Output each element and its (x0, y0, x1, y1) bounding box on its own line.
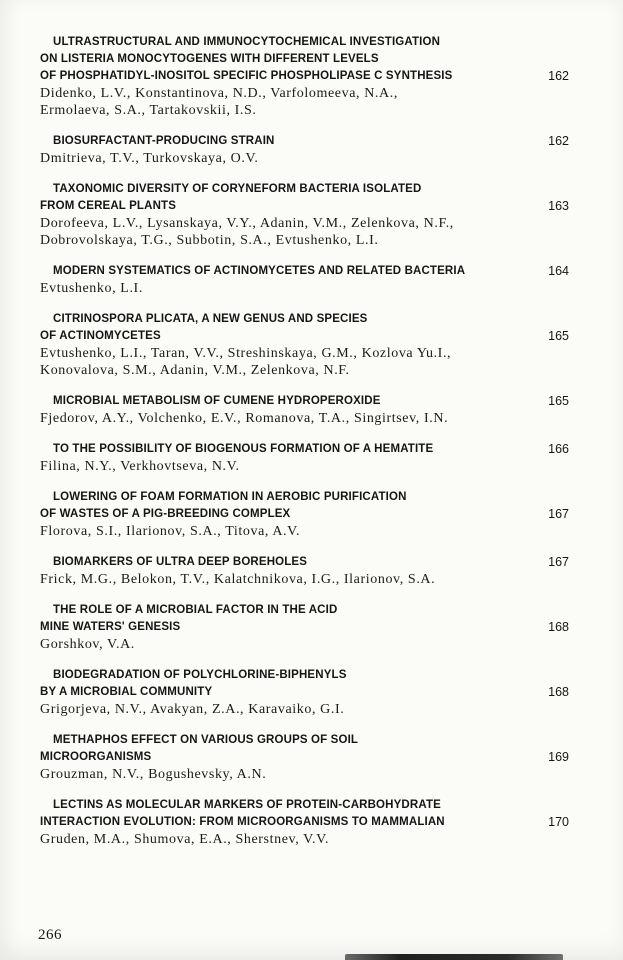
entry-title-block (40, 797, 569, 831)
entry-authors-line: Grigorjeva, N.V., Avakyan, Z.A., Karavaiko, G.I. (40, 702, 345, 717)
entry-title-line: OF WASTES OF A PIG-BREEDING COMPLEX (40, 508, 291, 520)
entry-page-number: 164 (548, 264, 569, 278)
entry-title-block (40, 263, 569, 280)
entry-authors-line: Fjedorov, A.Y., Volchenko, E.V., Romanova, T.A., Singirtsev, I.N. (40, 411, 449, 426)
entry-title-line: TAXONOMIC DIVERSITY OF CORYNEFORM BACTERIA ISOLATED (53, 183, 422, 195)
toc-entry (40, 667, 569, 718)
entry-title-block (40, 732, 569, 766)
entry-title-line: BY A MICROBIAL COMMUNITY (40, 686, 213, 698)
entry-authors (40, 280, 569, 297)
entry-title (40, 181, 569, 215)
toc-entry (40, 34, 569, 119)
toc-entry (40, 489, 569, 540)
entry-title (40, 133, 569, 150)
entry-title-line: LOWERING OF FOAM FORMATION IN AEROBIC PURIFICATION (53, 491, 407, 503)
entry-authors-line: Dorofeeva, L.V., Lysanskaya, V.Y., Adanin, V.M., Zelenkova, N.F., (40, 216, 454, 231)
scan-artifact (345, 954, 563, 960)
entry-authors-line: Ermolaeva, S.A., Tartakovskii, I.S. (40, 103, 257, 118)
entry-page-number: 165 (548, 329, 569, 343)
entry-page-number: 167 (548, 555, 569, 569)
entry-authors (40, 458, 569, 475)
entry-title-line: MICROBIAL METABOLISM OF CUMENE HYDROPEROXIDE (53, 395, 381, 407)
entry-title (40, 441, 569, 458)
entry-title (40, 34, 569, 85)
entry-authors-line: Dobrovolskaya, T.G., Subbotin, S.A., Evtushenko, L.I. (40, 233, 379, 248)
entry-title (40, 667, 569, 701)
entry-title-line: OF ACTINOMYCETES (40, 330, 161, 342)
entry-title (40, 554, 569, 571)
entry-title (40, 602, 569, 636)
footer-page-number: 266 (38, 927, 62, 943)
entry-title-line: FROM CEREAL PLANTS (40, 200, 177, 212)
toc-entry (40, 263, 569, 297)
entry-page-number: 162 (548, 134, 569, 148)
entry-title (40, 732, 569, 766)
entry-page-number: 166 (548, 442, 569, 456)
entry-page-number: 165 (548, 394, 569, 408)
entry-title-line: BIOSURFACTANT-PRODUCING STRAIN (53, 135, 275, 147)
entry-title-line: CITRINOSPORA PLICATA, A NEW GENUS AND SPECIES (53, 313, 368, 325)
toc-entry (40, 133, 569, 167)
entry-page-number: 162 (548, 69, 569, 83)
entry-authors (40, 345, 569, 379)
entry-title-line: TO THE POSSIBILITY OF BIOGENOUS FORMATION OF A HEMATITE (53, 443, 434, 455)
entry-authors-line: Florova, S.I., Ilarionov, S.A., Titova, A.V. (40, 524, 301, 539)
entry-authors (40, 701, 569, 718)
entry-title-line: INTERACTION EVOLUTION: FROM MICROORGANISMS TO MAMMALIAN (40, 816, 445, 828)
entry-title-line: OF PHOSPHATIDYL-INOSITOL SPECIFIC PHOSPHOLIPASE C SYNTHESIS (40, 70, 453, 82)
entry-authors (40, 215, 569, 249)
entry-authors-line: Gorshkov, V.A. (40, 637, 135, 652)
entry-title-line: LECTINS AS MOLECULAR MARKERS OF PROTEIN-CARBOHYDRATE (53, 799, 441, 811)
entry-authors (40, 410, 569, 427)
entry-authors-line: Konovalova, S.M., Adanin, V.M., Zelenkova, N.F. (40, 363, 350, 378)
entry-title-line: THE ROLE OF A MICROBIAL FACTOR IN THE ACID (53, 604, 338, 616)
entry-title (40, 263, 569, 280)
entry-title-block (40, 667, 569, 701)
toc-entry (40, 311, 569, 379)
toc-list (40, 34, 569, 848)
entry-title-line: MODERN SYSTEMATICS OF ACTINOMYCETES AND RELATED BACTERIA (53, 265, 466, 277)
toc-entry (40, 732, 569, 783)
entry-page-number: 163 (548, 199, 569, 213)
entry-authors-line: Gruden, M.A., Shumova, E.A., Sherstnev, V.V. (40, 832, 330, 847)
entry-title-block (40, 181, 569, 215)
entry-page-number: 168 (548, 620, 569, 634)
entry-authors-line: Evtushenko, L.I. (40, 281, 143, 296)
entry-title (40, 797, 569, 831)
entry-page-number: 168 (548, 685, 569, 699)
entry-page-number: 169 (548, 750, 569, 764)
entry-page-number: 167 (548, 507, 569, 521)
entry-authors (40, 831, 569, 848)
entry-authors (40, 571, 569, 588)
entry-authors (40, 150, 569, 167)
entry-authors-line: Frick, M.G., Belokon, T.V., Kalatchnikova, I.G., Ilarionov, S.A. (40, 572, 436, 587)
entry-authors-line: Filina, N.Y., Verkhovtseva, N.V. (40, 459, 240, 474)
entry-title-block (40, 554, 569, 571)
entry-title-line: METHAPHOS EFFECT ON VARIOUS GROUPS OF SOIL (53, 734, 359, 746)
entry-title-block (40, 489, 569, 523)
entry-authors (40, 636, 569, 653)
entry-page-number: 170 (548, 815, 569, 829)
entry-title-line: ULTRASTRUCTURAL AND IMMUNOCYTOCHEMICAL INVESTIGATION (53, 36, 441, 48)
toc-entry (40, 602, 569, 653)
entry-authors (40, 523, 569, 540)
entry-title (40, 489, 569, 523)
entry-title-block (40, 34, 569, 85)
entry-title (40, 311, 569, 345)
entry-title (40, 393, 569, 410)
entry-title-block (40, 133, 569, 150)
entry-title-line: MINE WATERS' GENESIS (40, 621, 181, 633)
entry-authors-line: Dmitrieva, T.V., Turkovskaya, O.V. (40, 151, 259, 166)
toc-entry (40, 441, 569, 475)
entry-title-block (40, 441, 569, 458)
entry-authors (40, 766, 569, 783)
toc-entry (40, 554, 569, 588)
entry-authors-line: Didenko, L.V., Konstantinova, N.D., Varfolomeeva, N.A., (40, 86, 398, 101)
entry-title-block (40, 311, 569, 345)
entry-authors-line: Grouzman, N.V., Bogushevsky, A.N. (40, 767, 267, 782)
entry-authors (40, 85, 569, 119)
toc-entry (40, 797, 569, 848)
toc-entry (40, 393, 569, 427)
entry-title-line: ON LISTERIA MONOCYTOGENES WITH DIFFERENT LEVELS (40, 53, 379, 65)
entry-title-line: MICROORGANISMS (40, 751, 152, 763)
entry-title-block (40, 393, 569, 410)
entry-title-line: BIOMARKERS OF ULTRA DEEP BOREHOLES (53, 556, 308, 568)
entry-title-line: BIODEGRADATION OF POLYCHLORINE-BIPHENYLS (53, 669, 347, 681)
entry-title-block (40, 602, 569, 636)
toc-entry (40, 181, 569, 249)
entry-authors-line: Evtushenko, L.I., Taran, V.V., Streshinskaya, G.M., Kozlova Yu.I., (40, 346, 452, 361)
